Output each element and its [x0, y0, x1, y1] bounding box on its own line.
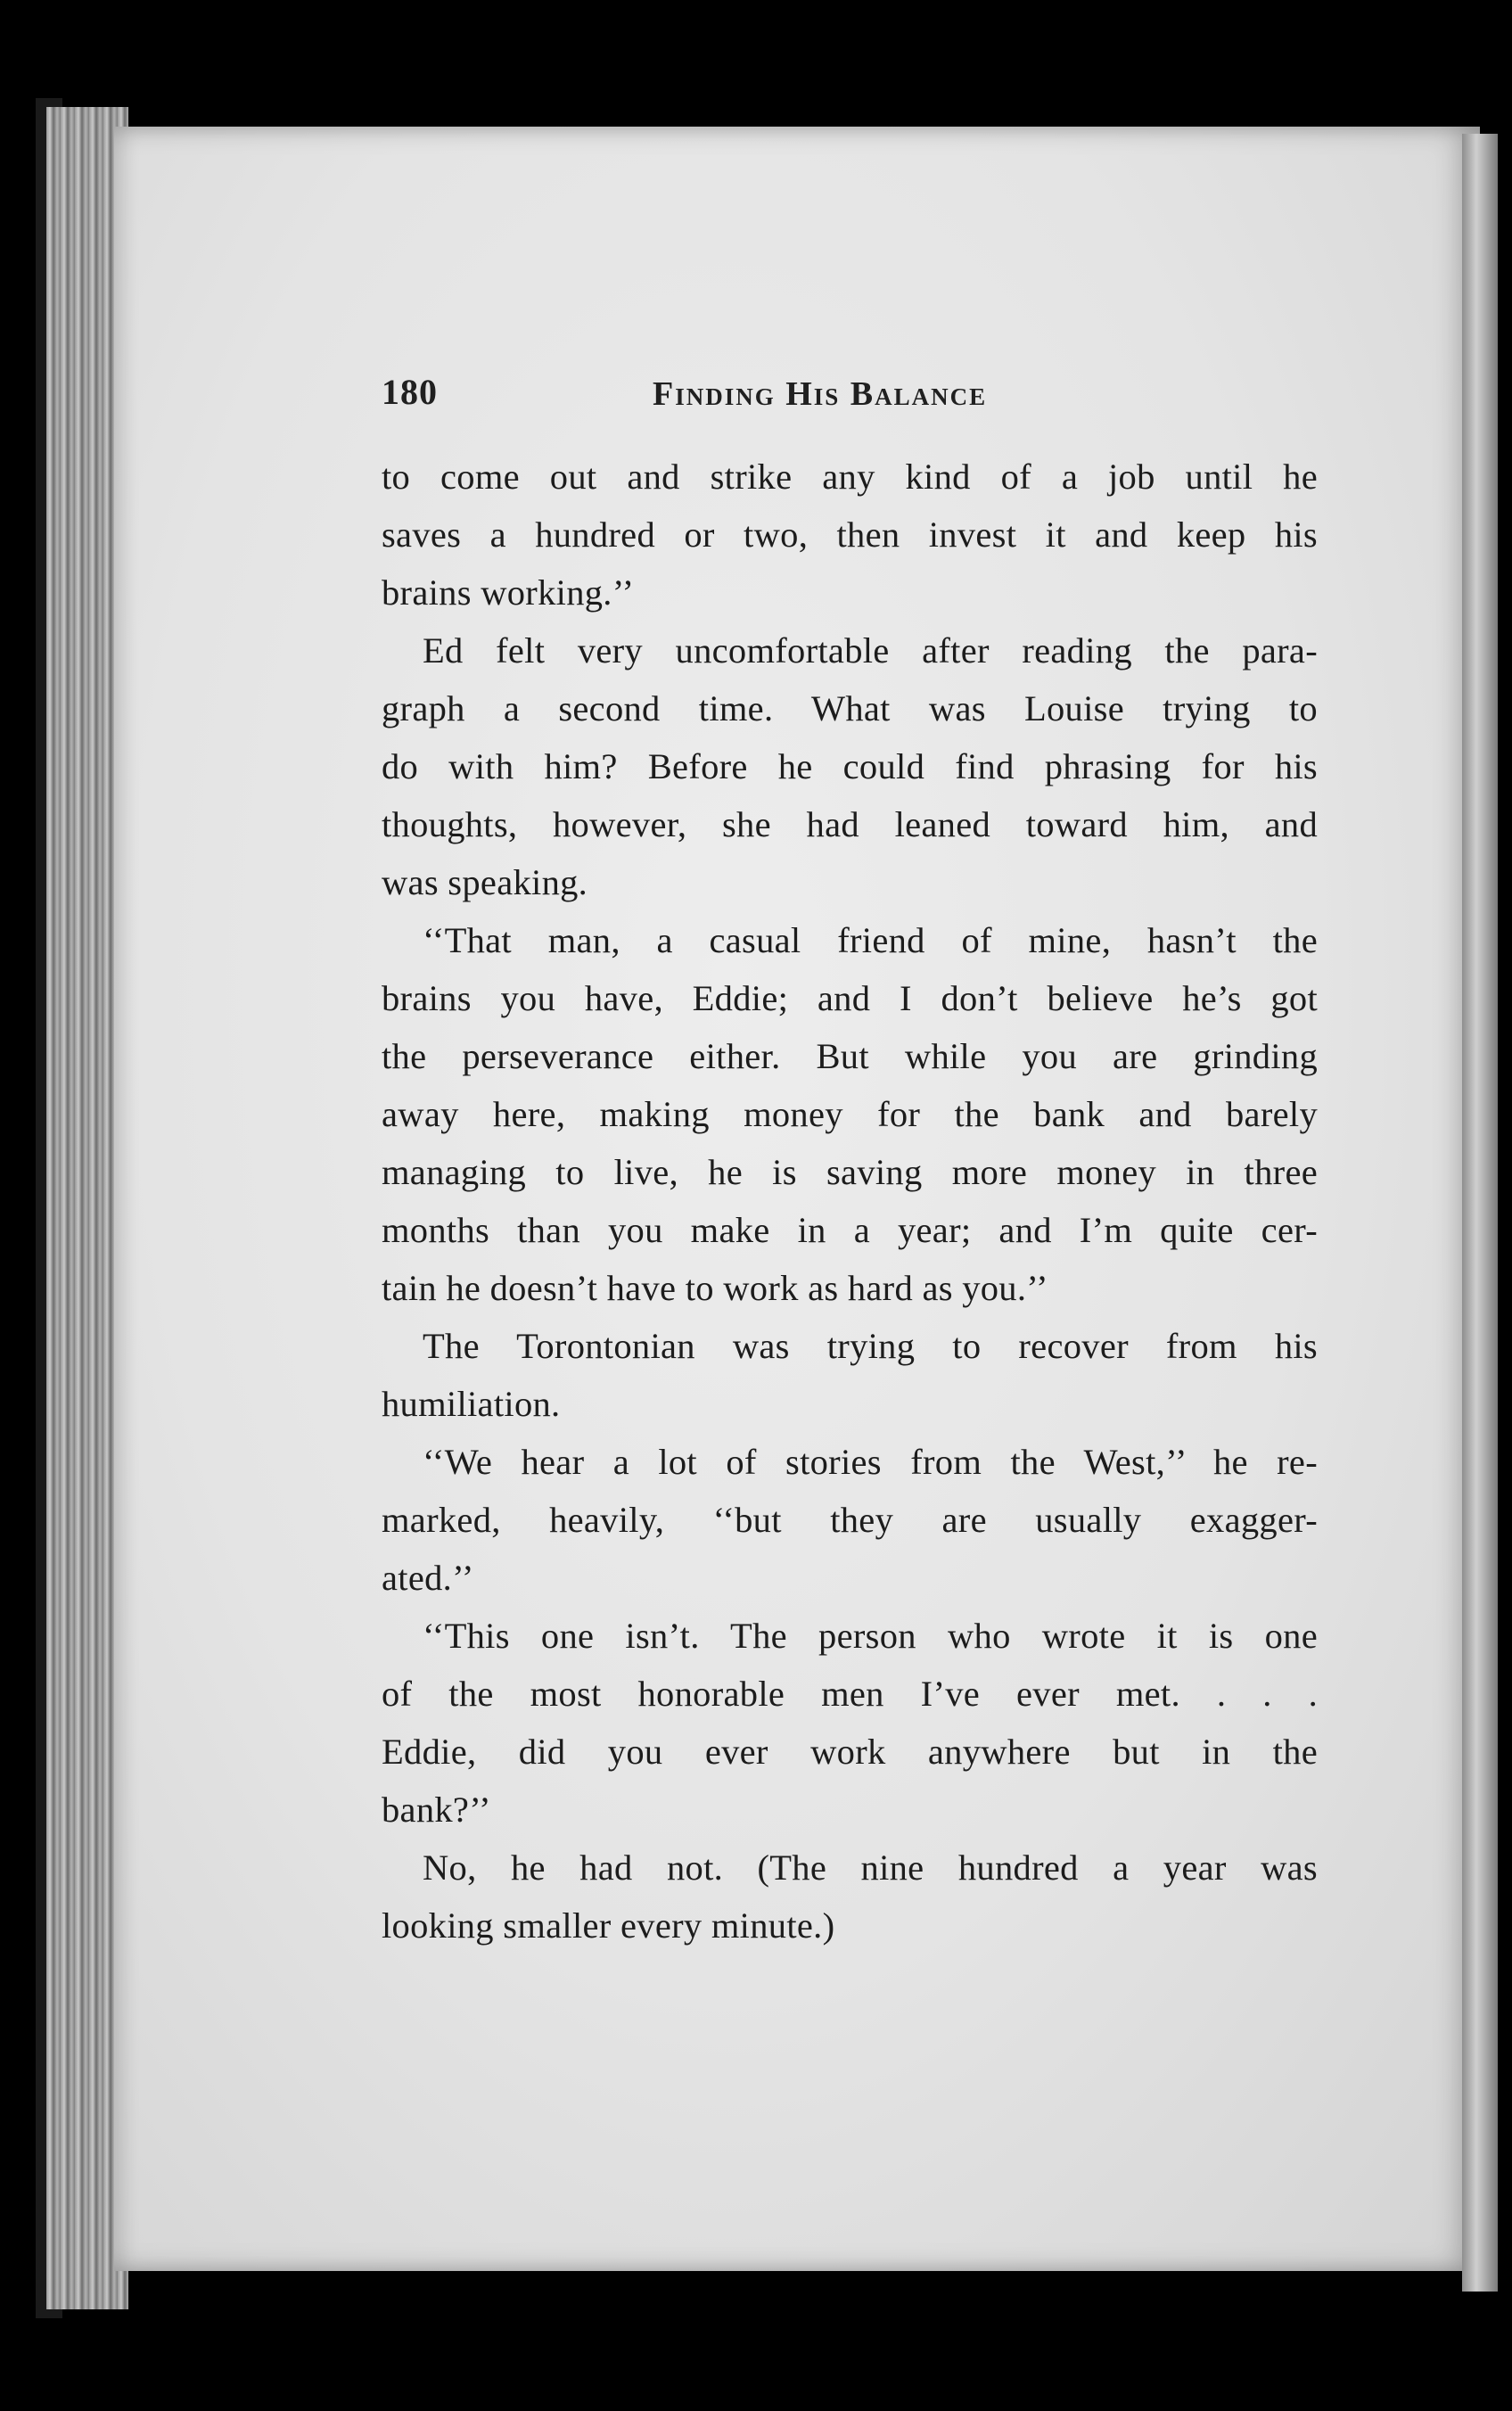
- text-line: ‘‘This one isn’t. The person who wrote it is one: [423, 1616, 1318, 1656]
- text-line: brains working.’’: [382, 572, 635, 613]
- text-line: marked, heavily, ‘‘but they are usually exagger-: [382, 1500, 1318, 1540]
- body-text: [382, 448, 1318, 1954]
- text-line: graph a second time. What was Louise trying to: [382, 688, 1318, 728]
- text-line: humiliation.: [382, 1384, 561, 1424]
- page-header: [382, 371, 1328, 421]
- text-line: ated.’’: [382, 1558, 474, 1598]
- text-line: the perseverance either. But while you are grinding: [382, 1036, 1318, 1076]
- text-line: ‘‘We hear a lot of stories from the West,’’ he re-: [423, 1442, 1318, 1482]
- text-line: No, he had not. (The nine hundred a year was: [423, 1847, 1318, 1888]
- text-line: ‘‘That man, a casual friend of mine, hasn’t the: [423, 920, 1318, 960]
- text-line: managing to live, he is saving more money in three: [382, 1152, 1318, 1192]
- page-number: 180: [382, 372, 438, 412]
- text-line: was speaking.: [382, 862, 588, 902]
- text-line: brains you have, Eddie; and I don’t believe he’s got: [382, 978, 1318, 1018]
- text-line: looking smaller every minute.): [382, 1905, 835, 1946]
- text-line: do with him? Before he could find phrasing for his: [382, 746, 1318, 786]
- text-line: Eddie, did you ever work anywhere but in the: [382, 1732, 1318, 1772]
- text-line: Ed felt very uncomfortable after reading the para-: [423, 630, 1318, 671]
- text-line: to come out and strike any kind of a job until he: [382, 457, 1318, 497]
- text-line: tain he doesn’t have to work as hard as you.’’: [382, 1268, 1048, 1308]
- running-title: Finding His Balance: [653, 375, 988, 413]
- page-right-edge: [1462, 134, 1498, 2292]
- text-line: The Torontonian was trying to recover from his: [423, 1326, 1318, 1366]
- text-line: of the most honorable men I’ve ever met. . . .: [382, 1674, 1318, 1714]
- text-line: months than you make in a year; and I’m quite cer-: [382, 1210, 1318, 1250]
- text-line: thoughts, however, she had leaned toward him, and: [382, 804, 1318, 844]
- text-line: bank?’’: [382, 1790, 491, 1830]
- text-line: saves a hundred or two, then invest it and keep his: [382, 514, 1318, 555]
- text-line: away here, making money for the bank and barely: [382, 1094, 1318, 1134]
